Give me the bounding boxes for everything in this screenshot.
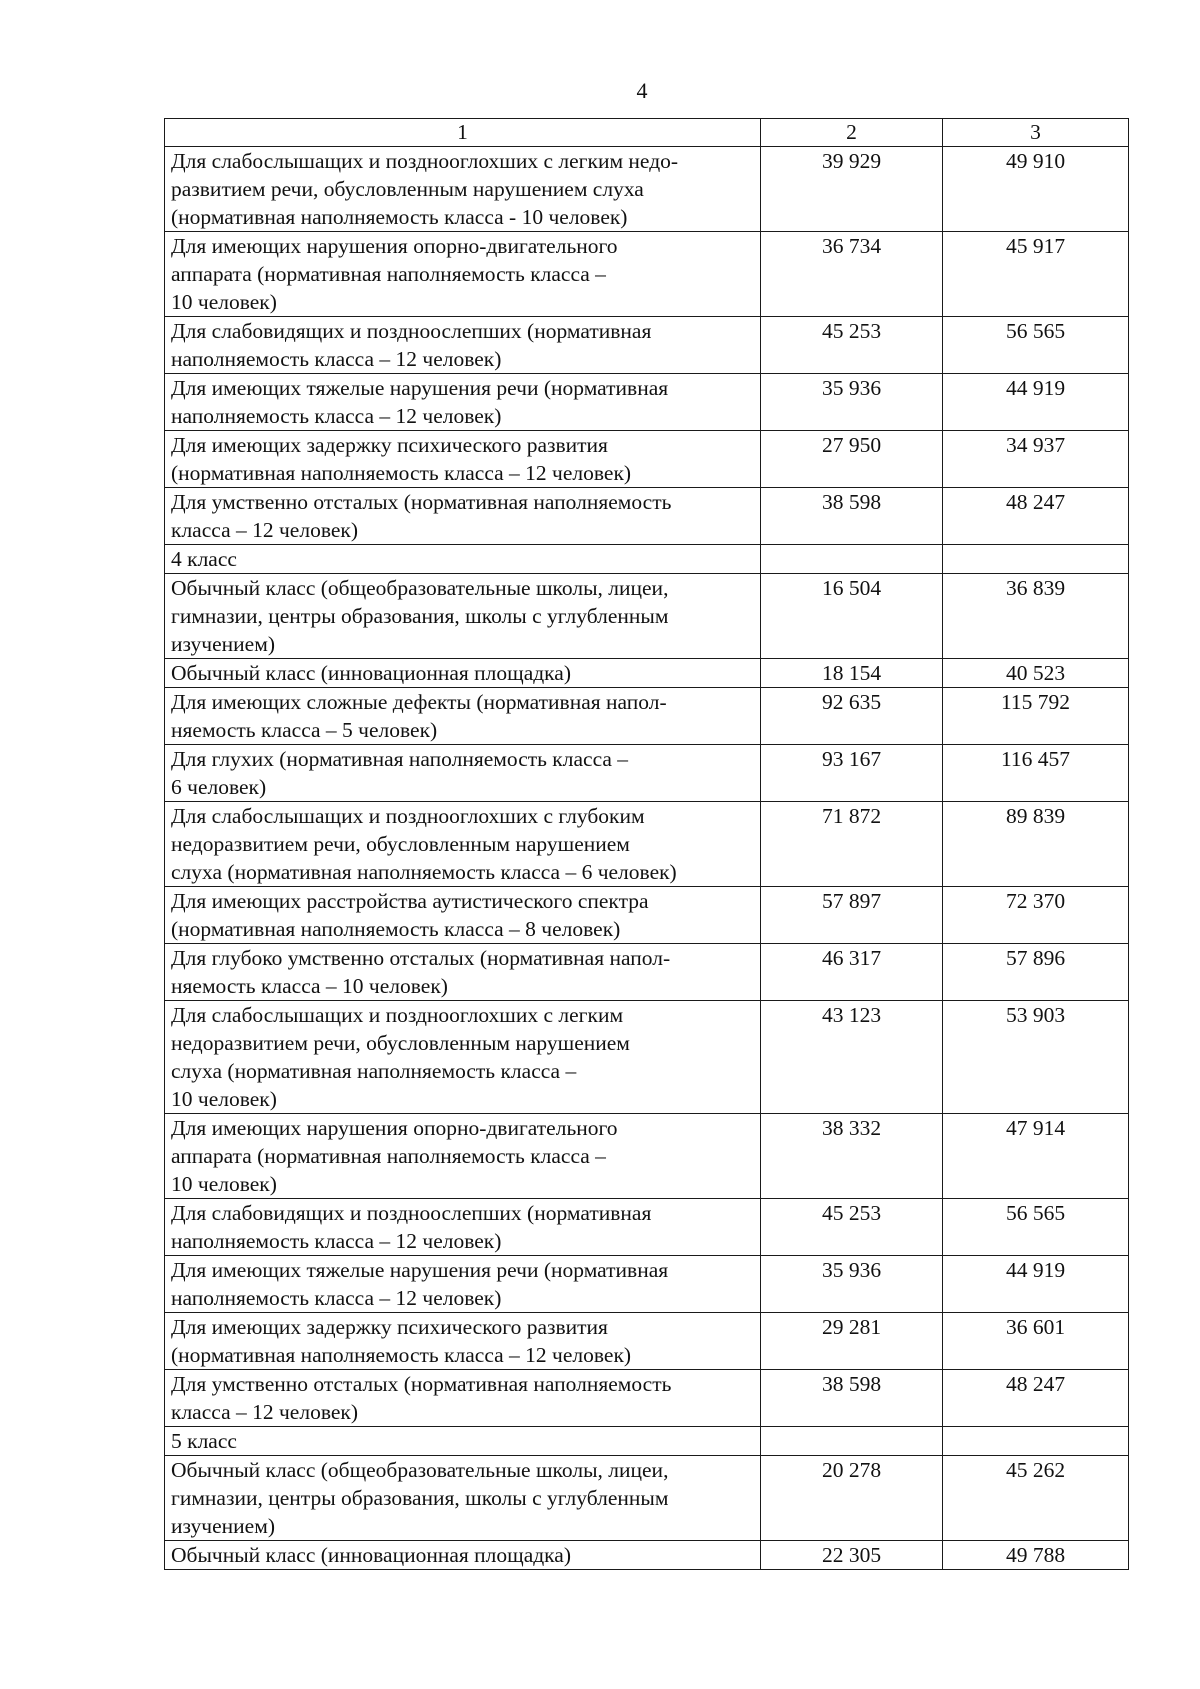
row-description (165, 887, 761, 944)
value-col-3: 49 788 (943, 1541, 1129, 1570)
value-col-2: 46 317 (761, 944, 943, 1001)
value-col-3: 72 370 (943, 887, 1129, 944)
table-row (165, 545, 1129, 574)
value-col-3: 36 839 (943, 574, 1129, 659)
description-line: Для умственно отсталых (нормативная наполняемость (171, 490, 672, 514)
description-line: аппарата (нормативная наполняемость класса – (171, 1144, 606, 1168)
description-line: наполняемость класса – 12 человек) (171, 404, 502, 428)
description-line: Обычный класс (общеобразовательные школы, лицеи, (171, 576, 669, 600)
value-col-3: 44 919 (943, 1256, 1129, 1313)
table-row (165, 745, 1129, 802)
value-col-3: 57 896 (943, 944, 1129, 1001)
row-description (165, 1427, 761, 1456)
table-row (165, 1456, 1129, 1541)
description-line: 6 человек) (171, 775, 267, 799)
row-description (165, 574, 761, 659)
description-line: 10 человек) (171, 1172, 277, 1196)
description-line: Для слабовидящих и поздноослепших (нормативная (171, 319, 652, 343)
value-col-3 (943, 545, 1129, 574)
value-col-3: 56 565 (943, 1199, 1129, 1256)
description-line: Для слабослышащих и позднооглохших с глубоким (171, 804, 645, 828)
description-line: класса – 12 человек) (171, 1400, 358, 1424)
description-line: изучением) (171, 632, 275, 656)
funding-table (164, 118, 1129, 1570)
table-row (165, 488, 1129, 545)
description-line: няемость класса – 5 человек) (171, 718, 438, 742)
description-line: Для глухих (нормативная наполняемость класса – (171, 747, 629, 771)
description-line: недоразвитием речи, обусловленным нарушением (171, 1031, 630, 1055)
description-line: (нормативная наполняемость класса – 8 человек) (171, 917, 621, 941)
value-col-2: 39 929 (761, 147, 943, 232)
value-col-2: 45 253 (761, 1199, 943, 1256)
description-line: Для имеющих тяжелые нарушения речи (нормативная (171, 376, 669, 400)
description-line: (нормативная наполняемость класса - 10 человек) (171, 205, 628, 229)
value-col-2: 45 253 (761, 317, 943, 374)
description-line: наполняемость класса – 12 человек) (171, 1286, 502, 1310)
description-line: слуха (нормативная наполняемость класса – 6 человек) (171, 860, 677, 884)
row-description (165, 659, 761, 688)
description-line: Для имеющих задержку психического развития (171, 433, 608, 457)
description-line: 10 человек) (171, 1087, 277, 1111)
description-line: Для имеющих нарушения опорно-двигательного (171, 234, 618, 258)
description-line: (нормативная наполняемость класса – 12 человек) (171, 1343, 632, 1367)
description-line: Обычный класс (инновационная площадка) (171, 661, 571, 685)
table-header-row (165, 119, 1129, 147)
value-col-2: 43 123 (761, 1001, 943, 1114)
row-description (165, 232, 761, 317)
row-description (165, 374, 761, 431)
table-row (165, 1427, 1129, 1456)
description-line: няемость класса – 10 человек) (171, 974, 448, 998)
table-body (165, 147, 1129, 1570)
value-col-3: 34 937 (943, 431, 1129, 488)
row-description (165, 1370, 761, 1427)
value-col-3: 116 457 (943, 745, 1129, 802)
table-row (165, 374, 1129, 431)
table-row (165, 1001, 1129, 1114)
value-col-2: 35 936 (761, 374, 943, 431)
value-col-3: 47 914 (943, 1114, 1129, 1199)
row-description (165, 431, 761, 488)
row-description (165, 1001, 761, 1114)
column-header-2: 2 (761, 119, 943, 147)
description-line: развитием речи, обусловленным нарушением слуха (171, 177, 644, 201)
page-number: 4 (636, 78, 648, 103)
description-line: класса – 12 человек) (171, 518, 358, 542)
description-line: аппарата (нормативная наполняемость класса – (171, 262, 606, 286)
description-line: Для слабослышащих и позднооглохших с легким недо- (171, 149, 679, 173)
value-col-2: 27 950 (761, 431, 943, 488)
table-row (165, 944, 1129, 1001)
row-description (165, 1256, 761, 1313)
column-header-3: 3 (943, 119, 1129, 147)
description-line: Для имеющих расстройства аутистического спектра (171, 889, 649, 913)
value-col-2: 38 332 (761, 1114, 943, 1199)
column-header-1: 1 (165, 119, 761, 147)
description-line: (нормативная наполняемость класса – 12 человек) (171, 461, 632, 485)
value-col-2 (761, 545, 943, 574)
row-description (165, 688, 761, 745)
value-col-2: 29 281 (761, 1313, 943, 1370)
description-line: наполняемость класса – 12 человек) (171, 347, 502, 371)
row-description (165, 1114, 761, 1199)
row-description (165, 745, 761, 802)
row-description (165, 944, 761, 1001)
description-line: Для слабослышащих и позднооглохших с легким (171, 1003, 624, 1027)
table-row (165, 1256, 1129, 1313)
value-col-2: 36 734 (761, 232, 943, 317)
value-col-3: 40 523 (943, 659, 1129, 688)
value-col-3: 48 247 (943, 488, 1129, 545)
description-line: Для глубоко умственно отсталых (нормативная напол- (171, 946, 671, 970)
description-line: 5 класс (171, 1429, 237, 1453)
description-line: Обычный класс (инновационная площадка) (171, 1543, 571, 1567)
value-col-2: 20 278 (761, 1456, 943, 1541)
description-line: Для имеющих тяжелые нарушения речи (нормативная (171, 1258, 669, 1282)
description-line: изучением) (171, 1514, 275, 1538)
description-line: Для умственно отсталых (нормативная наполняемость (171, 1372, 672, 1396)
description-line: Для имеющих сложные дефекты (нормативная напол- (171, 690, 667, 714)
table-row (165, 887, 1129, 944)
description-line: недоразвитием речи, обусловленным нарушением (171, 832, 630, 856)
row-description (165, 1313, 761, 1370)
description-line: Обычный класс (общеобразовательные школы, лицеи, (171, 1458, 669, 1482)
value-col-2: 92 635 (761, 688, 943, 745)
table-row (165, 232, 1129, 317)
table-row (165, 147, 1129, 232)
table-row (165, 574, 1129, 659)
value-col-3: 115 792 (943, 688, 1129, 745)
table-row (165, 688, 1129, 745)
value-col-2: 16 504 (761, 574, 943, 659)
value-col-2: 38 598 (761, 1370, 943, 1427)
table-row (165, 1114, 1129, 1199)
value-col-2: 71 872 (761, 802, 943, 887)
value-col-3: 89 839 (943, 802, 1129, 887)
description-line: 4 класс (171, 547, 237, 571)
row-description (165, 1456, 761, 1541)
table-row (165, 1199, 1129, 1256)
value-col-3: 36 601 (943, 1313, 1129, 1370)
value-col-2: 93 167 (761, 745, 943, 802)
value-col-3: 44 919 (943, 374, 1129, 431)
value-col-2: 35 936 (761, 1256, 943, 1313)
description-line: гимназии, центры образования, школы с углубленным (171, 604, 669, 628)
value-col-2: 22 305 (761, 1541, 943, 1570)
description-line: 10 человек) (171, 290, 277, 314)
value-col-2: 57 897 (761, 887, 943, 944)
value-col-3: 45 917 (943, 232, 1129, 317)
table-row (165, 1541, 1129, 1570)
description-line: слуха (нормативная наполняемость класса – (171, 1059, 577, 1083)
description-line: Для имеющих нарушения опорно-двигательного (171, 1116, 618, 1140)
value-col-3: 45 262 (943, 1456, 1129, 1541)
table-row (165, 431, 1129, 488)
row-description (165, 1199, 761, 1256)
value-col-2: 18 154 (761, 659, 943, 688)
description-line: Для имеющих задержку психического развития (171, 1315, 608, 1339)
row-description (165, 545, 761, 574)
table-row (165, 1370, 1129, 1427)
row-description (165, 1541, 761, 1570)
row-description (165, 488, 761, 545)
table-row (165, 659, 1129, 688)
description-line: гимназии, центры образования, школы с углубленным (171, 1486, 669, 1510)
description-line: Для слабовидящих и поздноослепших (нормативная (171, 1201, 652, 1225)
value-col-3: 49 910 (943, 147, 1129, 232)
value-col-3 (943, 1427, 1129, 1456)
row-description (165, 317, 761, 374)
description-line: наполняемость класса – 12 человек) (171, 1229, 502, 1253)
row-description (165, 147, 761, 232)
table-row (165, 317, 1129, 374)
value-col-2: 38 598 (761, 488, 943, 545)
row-description (165, 802, 761, 887)
value-col-2 (761, 1427, 943, 1456)
table-row (165, 1313, 1129, 1370)
value-col-3: 56 565 (943, 317, 1129, 374)
table-row (165, 802, 1129, 887)
value-col-3: 48 247 (943, 1370, 1129, 1427)
value-col-3: 53 903 (943, 1001, 1129, 1114)
